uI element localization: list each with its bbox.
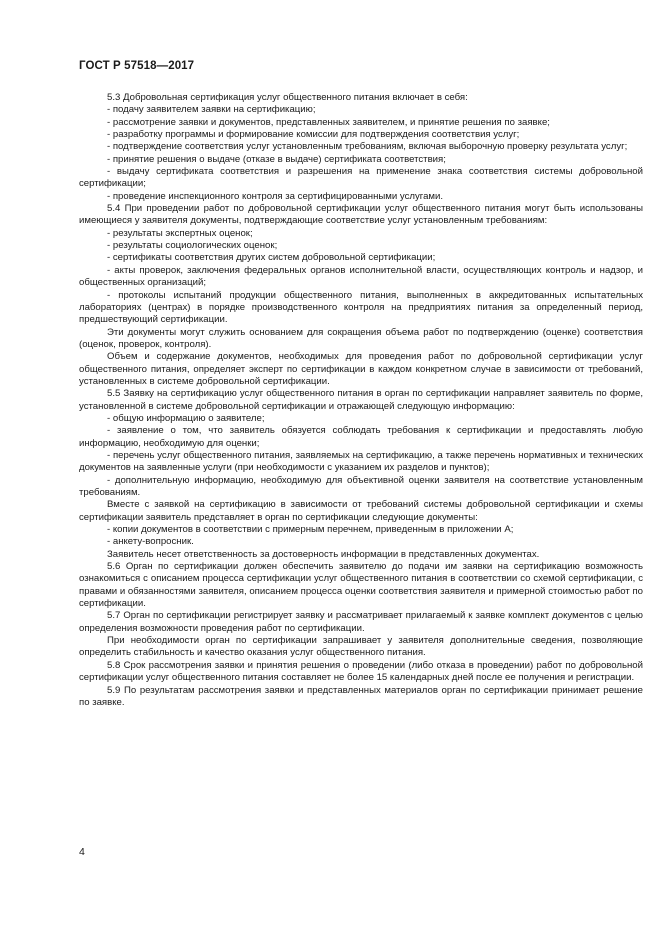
list-item: - общую информацию о заявителе; <box>107 412 265 424</box>
list-item: - подачу заявителем заявки на сертификацию; <box>107 104 316 116</box>
list-item: - перечень услуг общественного питания, заявляемых на сертификацию, а также перечень нормативных и технических документов на заявленные услуги (при необходимости с указанием их разделов и пунктов); <box>79 449 643 474</box>
paragraph: Заявитель несет ответственность за достоверность информации в представленных документах. <box>107 548 540 560</box>
list-item: - протоколы испытаний продукции общественного питания, выполненных в аккредитованных испытательных лабораториях (центрах) в порядке производственного контроля на предприятиях питания за определенный период, предшествующий сертификации. <box>79 289 643 326</box>
paragraph: При необходимости орган по сертификации запрашивает у заявителя дополнительные сведения, позволяющие определить стабильность и качество оказания услуг общественного питания. <box>79 635 643 659</box>
page-number: 4 <box>79 846 85 858</box>
paragraph-5-4: 5.4 При проведении работ по добровольной сертификации услуг общественного питания могут быть использованы имеющиеся у заявителя документы, подтверждающие соответствие услуг установленным требованиям: <box>79 203 643 227</box>
list-item: - дополнительную информацию, необходимую для объективной оценки заявителя на соответствие установленным требованиям. <box>79 474 643 498</box>
paragraph-5-3: 5.3 Добровольная сертификация услуг общественного питания включает в себя: <box>107 92 468 103</box>
list-item: - подтверждение соответствия услуг установленным требованиям, включая выборочную проверку результата услуг; <box>107 141 628 153</box>
list-item: - разработку программы и формирование комиссии для подтверждения соответствия услуг; <box>107 129 520 141</box>
list-item: - сертификаты соответствия других систем добровольной сертификации; <box>107 252 436 264</box>
paragraph-5-9: 5.9 По результатам рассмотрения заявки и представленных материалов орган по сертификации принимает решение по заявке. <box>79 684 643 708</box>
paragraph: Эти документы могут служить основанием для сокращения объема работ по подтверждению (оценке) соответствия (оценок, проверок, контроля). <box>79 326 643 350</box>
list-item: - принятие решения о выдаче (отказе в выдаче) сертификата соответствия; <box>107 153 446 165</box>
list-item: - результаты социологических оценок; <box>107 240 278 252</box>
paragraph: Объем и содержание документов, необходимых для проведения работ по добровольной сертификации услуг общественного питания, определяет эксперт по сертификации в каждом конкретном случае в зависимости от требований, установленных в системе добровольной сертификации. <box>79 351 643 387</box>
document-header: ГОСТ Р 57518—2017 <box>79 60 195 72</box>
list-item: - копии документов в соответствии с примерным перечнем, приведенным в приложении А; <box>107 524 514 536</box>
paragraph-5-6: 5.6 Орган по сертификации должен обеспечить заявителю до подачи им заявки на сертификацию возможность ознакомиться с описанием процесса сертификации услуг общественного питания в соответствии со схемой сертификации, с правами и обязанностями заявителя, описанием процесса оценки соответствия заявителя и примерной стоимостью работ по сертификации. <box>79 561 643 610</box>
document-body <box>79 92 643 709</box>
list-item: - рассмотрение заявки и документов, представленных заявителем, и принятие решения по заявке; <box>107 116 550 128</box>
list-item: - результаты экспертных оценок; <box>107 227 253 239</box>
list-item: - выдачу сертификата соответствия и разрешения на применение знака соответствия системы добровольной сертификации; <box>79 166 643 190</box>
list-item: - акты проверок, заключения федеральных органов исполнительной власти, осуществляющих контроль и надзор, и общественных организаций; <box>79 264 643 289</box>
list-item: - заявление о том, что заявитель обязуется соблюдать требования к сертификации и предоставлять любую информацию, необходимую для оценки; <box>79 425 643 449</box>
paragraph: Вместе с заявкой на сертификацию в зависимости от требований системы добровольной сертификации и схемы сертификации заявитель представляет в орган по сертификации следующие документы: <box>79 499 643 523</box>
paragraph-5-5: 5.5 Заявку на сертификацию услуг общественного питания в орган по сертификации направляет заявитель по форме, установленной в системе добровольной сертификации и отражающей следующую информацию: <box>79 388 643 412</box>
list-item: - проведение инспекционного контроля за сертифицированными услугами. <box>107 190 444 202</box>
paragraph-5-8: 5.8 Срок рассмотрения заявки и принятия решения о проведении (либо отказа в проведении) работ по добровольной сертификации услуг общественного питания составляет не более 15 календарных дней после ее получения и регистрации. <box>79 659 643 684</box>
list-item: - анкету-вопросник. <box>107 536 194 548</box>
paragraph-5-7: 5.7 Орган по сертификации регистрирует заявку и рассматривает прилагаемый к заявке комплект документов с целью определения возможности проведения работ по сертификации. <box>79 610 643 634</box>
